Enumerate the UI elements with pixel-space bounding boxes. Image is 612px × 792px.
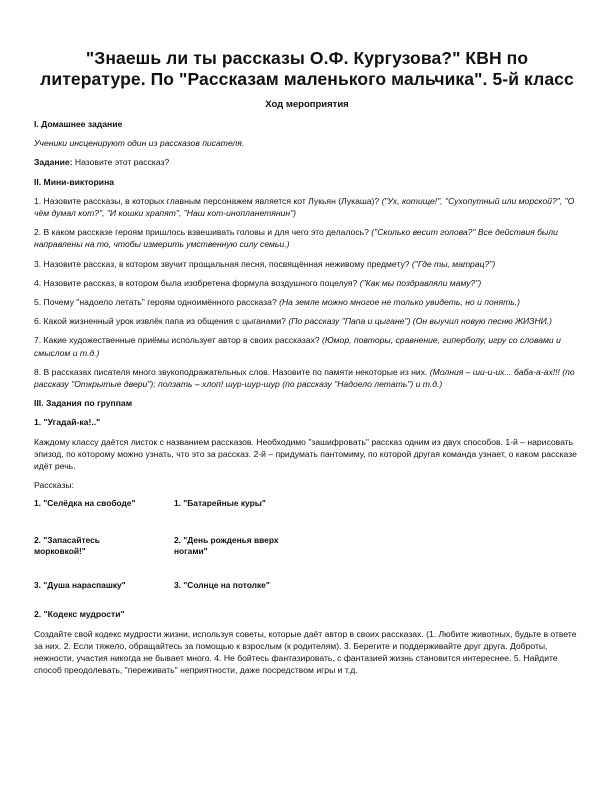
stories-label: Рассказы: <box>34 480 74 491</box>
answer-text: (Юмор, повторы, сравнение, гиперболу, игру со словами и смыслом и т.д.) <box>34 335 561 358</box>
task-description-wisdom: Создайте свой кодекс мудрости жизни, используя советы, которые даёт автор в своих рассказах. (1. Любите животных, будьте в ответе за них. 2. Если тяжело, обращайтесь за помощью к взрослым (к родителям). 3. Берегите и поддерживайте друг друга. Доброты, нежности, участия никогда не бывает много. 4. Не бойтесь фантазировать, с фантазией жизнь становится интереснее. 5. Найдите способ преодолевать, "переживать" неприятности, даже посредством игры и т.д. <box>34 628 577 676</box>
task-text: Назовите этот рассказ? <box>72 157 170 168</box>
document-subtitle: Ход мероприятия <box>265 99 349 110</box>
section-heading-quiz: II. Мини-викторина <box>34 176 115 187</box>
task-heading-wisdom: 2. "Кодекс мудрости" <box>34 609 125 620</box>
question-text: 7. Какие художественные приёмы использует автор в своих рассказах? <box>34 335 322 346</box>
story-item: 3. "Душа нараспашку" <box>34 580 126 591</box>
question-text: 1. Назовите рассказы, в которых главным персонажем является кот Лукьян (Лукаша)? <box>34 195 382 206</box>
story-item: 1. "Батарейные куры" <box>174 498 266 509</box>
task-description-guess: Каждому классу даётся листок с названием рассказов. Необходимо "зашифровать" рассказ одним из двух способов. 1-й – нарисовать эпизод, по которому можно узнать, что это за рассказ. 2-й – придумать пантомиму, по которой другая команда узнает, о каком рассказе идёт речь. <box>34 436 577 472</box>
section-heading-groups: III. Задания по группам <box>34 398 133 409</box>
quiz-question <box>34 366 580 390</box>
answer-text: (Молния – ши-и-их... баба-а-ах!!! (по рассказу "Открытые двери"); ползать – хлоп! шур-шур-шур (по рассказу "Надоело летать") и т.д.) <box>34 366 575 390</box>
answer-text: ("Где ты, матрац?") <box>411 258 496 269</box>
quiz-question <box>34 195 580 219</box>
quiz-question <box>34 296 580 308</box>
question-text: 4. Назовите рассказ, в котором была изобретена формула воздушного поцелуя? <box>34 277 360 288</box>
task-heading-guess: 1. "Угадай-ка!.." <box>34 417 101 428</box>
homework-task <box>34 156 580 168</box>
question-text: 5. Почему "надоело летать" героям одноимённого рассказа? <box>34 297 280 308</box>
stories-grid <box>34 498 580 604</box>
answer-text: ("Сколько весит голова?" Все действия были направлены на то, чтобы измерить умственную силу семьи.) <box>34 227 558 250</box>
task-label: Задание: <box>34 157 73 168</box>
document-page <box>34 48 580 683</box>
answer-text: (На земле можно многое не только увидеть, но и понять.) <box>279 297 521 308</box>
document-title: "Знаешь ли ты рассказы О.Ф. Кургузова?" КВН по литературе. По "Рассказам маленького мальчика". 5-й класс <box>40 48 574 89</box>
story-item: 2. "День рожденья вверх ногами" <box>174 535 279 557</box>
quiz-question <box>34 334 580 358</box>
question-text: 2. В каком рассказе героям пришлось взвешивать головы и для чего это делалось? <box>34 227 372 238</box>
homework-intro: Ученики инсценируют один из рассказов писателя. <box>34 138 245 149</box>
quiz-question <box>34 315 580 327</box>
answer-text: ("Ух, котище!", "Сухопутный или морской?", "О чём думал кот?", "И кошки храпят", "Наш кот-инопланетянин") <box>34 195 575 219</box>
story-item: 3. "Солнце на потолке" <box>174 580 270 591</box>
section-heading-homework: I. Домашнее задание <box>34 119 123 129</box>
question-text: 6. Какой жизненный урок извлёк папа из общения с цыганами? <box>34 316 289 327</box>
quiz-question <box>34 226 580 250</box>
answer-text: (По рассказу "Папа и цыгане") (Он выучил новую песню ЖИЗНИ.) <box>288 316 553 327</box>
story-item: 1. "Селёдка на свободе" <box>34 498 136 509</box>
quiz-question <box>34 258 580 270</box>
quiz-question <box>34 277 580 289</box>
question-text: 8. В рассказах писателя много звукоподражательных слов. Назовите по памяти некоторые из них. <box>34 366 430 377</box>
story-item: 2. "Запасайтесь морковкой!" <box>34 535 100 557</box>
answer-text: ("Как мы поздравляли маму?") <box>359 277 482 288</box>
question-text: 3. Назовите рассказ, в котором звучит прощальная песня, посвящённая неживому предмету? <box>34 258 412 269</box>
